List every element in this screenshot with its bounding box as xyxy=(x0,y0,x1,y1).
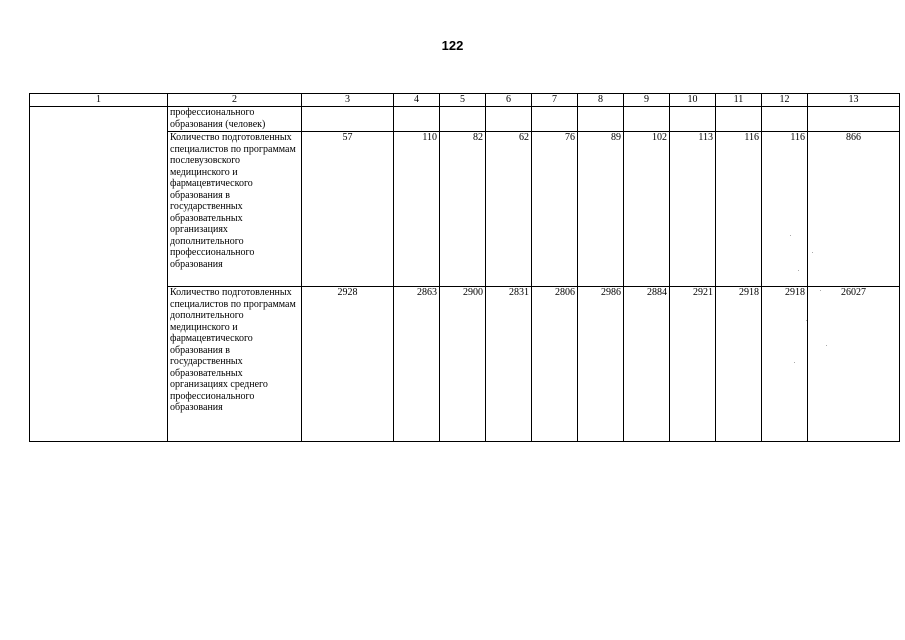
col-header-11: 11 xyxy=(716,94,762,107)
row-label: Количество подготовленных специалистов по программам дополнительного медицинского и фармацевтического образования в государственных образовательных организациях среднего профессионального образования xyxy=(168,287,302,442)
col-header-8: 8 xyxy=(578,94,624,107)
table-cell: 110 xyxy=(394,132,440,287)
col-header-9: 9 xyxy=(624,94,670,107)
table-cell xyxy=(578,107,624,132)
table-cell: 2831 xyxy=(486,287,532,442)
table-cell: 26027 xyxy=(808,287,900,442)
table-cell xyxy=(808,107,900,132)
col-header-7: 7 xyxy=(532,94,578,107)
col-header-6: 6 xyxy=(486,94,532,107)
scan-speck xyxy=(826,345,827,346)
table-cell xyxy=(670,107,716,132)
table-cell: 116 xyxy=(716,132,762,287)
table-cell: 76 xyxy=(532,132,578,287)
table-cell: 116 xyxy=(762,132,808,287)
table-cell: 2884 xyxy=(624,287,670,442)
table-cell: 2918 xyxy=(762,287,808,442)
col-header-4: 4 xyxy=(394,94,440,107)
merged-cell-col1 xyxy=(30,107,168,442)
table-cell xyxy=(532,107,578,132)
row-label: Количество подготовленных специалистов по программам послевузовского медицинского и фармацевтического образования в государственных образовательных организациях дополнительного профессионального образования xyxy=(168,132,302,287)
table-cell: 57 xyxy=(302,132,394,287)
table-cell: 2863 xyxy=(394,287,440,442)
table-cell: 102 xyxy=(624,132,670,287)
table-row xyxy=(30,107,900,132)
col-header-2: 2 xyxy=(168,94,302,107)
table-cell xyxy=(440,107,486,132)
table-cell: 866 xyxy=(808,132,900,287)
table-cell: 82 xyxy=(440,132,486,287)
col-header-10: 10 xyxy=(670,94,716,107)
table-cell xyxy=(716,107,762,132)
table-cell: 113 xyxy=(670,132,716,287)
table-cell: 89 xyxy=(578,132,624,287)
row-label: профессионального образования (человек) xyxy=(168,107,302,132)
table-cell: 62 xyxy=(486,132,532,287)
header-row xyxy=(30,94,900,107)
table-cell xyxy=(302,107,394,132)
scan-speck xyxy=(820,290,821,291)
table-cell: 2900 xyxy=(440,287,486,442)
col-header-12: 12 xyxy=(762,94,808,107)
col-header-13: 13 xyxy=(808,94,900,107)
table-cell xyxy=(394,107,440,132)
table-cell xyxy=(624,107,670,132)
col-header-1: 1 xyxy=(30,94,168,107)
col-header-5: 5 xyxy=(440,94,486,107)
scan-speck xyxy=(812,252,813,253)
table-cell: 2806 xyxy=(532,287,578,442)
scan-speck xyxy=(806,320,807,321)
data-table xyxy=(29,93,900,442)
scan-speck xyxy=(798,270,799,271)
scan-speck xyxy=(790,235,791,236)
table-cell: 2928 xyxy=(302,287,394,442)
table-cell: 2918 xyxy=(716,287,762,442)
table-cell: 2986 xyxy=(578,287,624,442)
table-cell xyxy=(762,107,808,132)
scan-speck xyxy=(794,362,795,363)
page-number: 122 xyxy=(441,38,464,53)
col-header-3: 3 xyxy=(302,94,394,107)
table-cell: 2921 xyxy=(670,287,716,442)
table-cell xyxy=(486,107,532,132)
